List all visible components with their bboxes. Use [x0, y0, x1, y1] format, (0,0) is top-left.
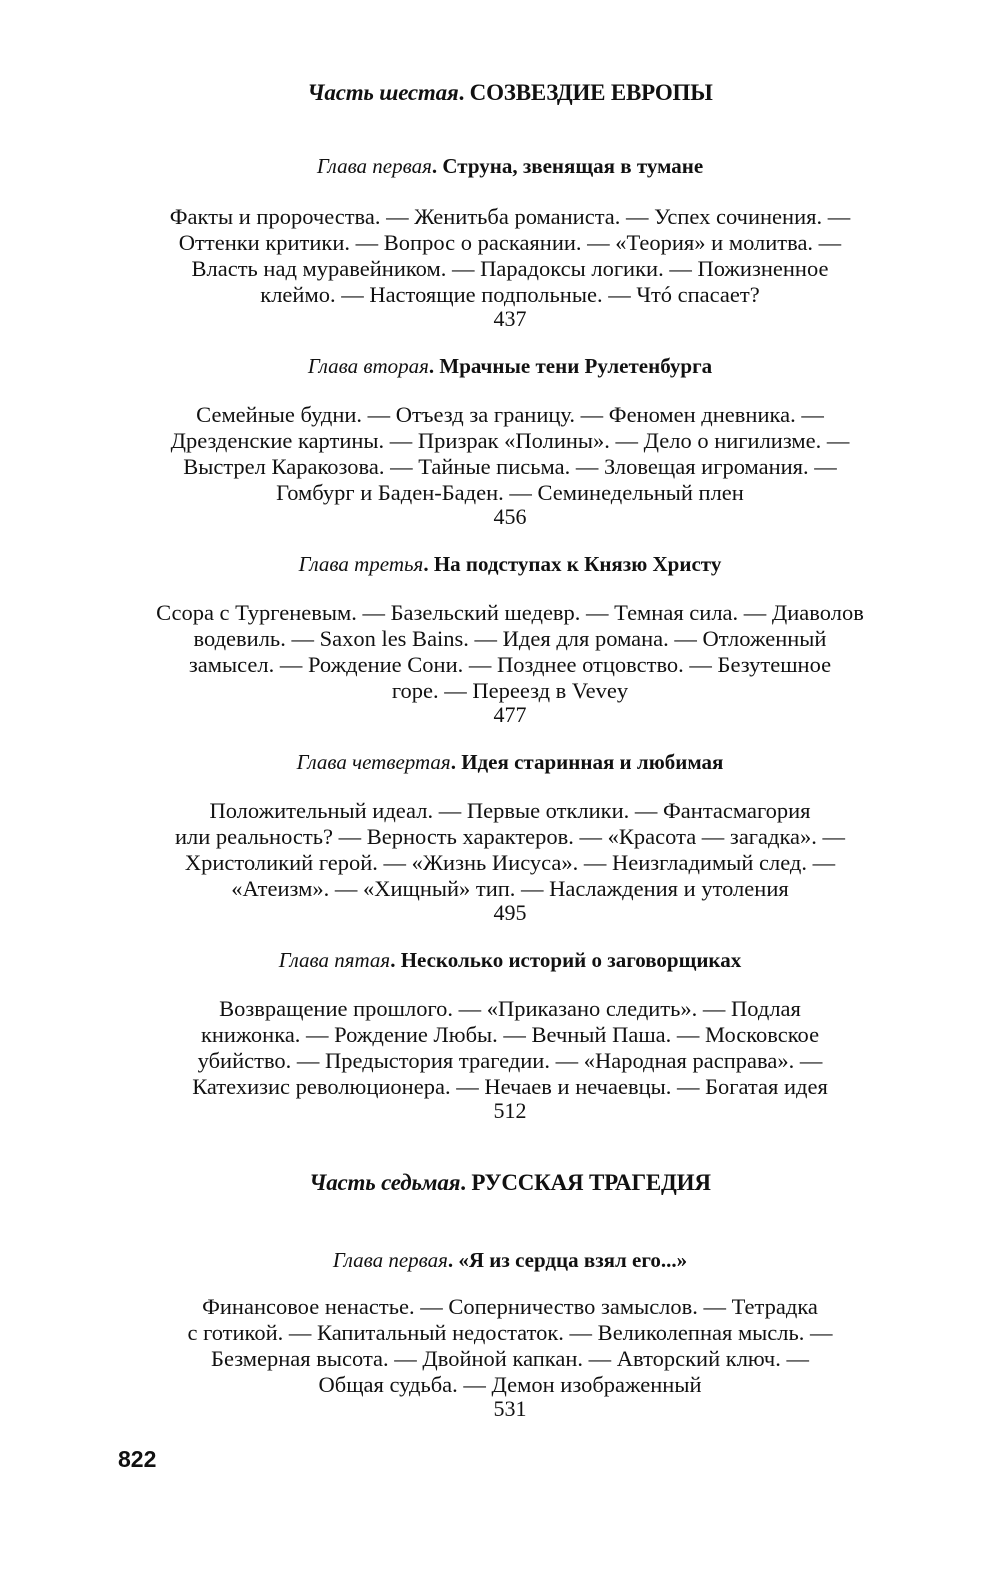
summary-line: Ссора с Тургеневым. — Базельский шедевр. — Темная сила. — Диаволов	[156, 600, 864, 625]
chapter-title-lead: Глава вторая	[307, 354, 429, 378]
chapter-page-number: 456	[493, 504, 527, 529]
chapter-title-lead: Глава пятая	[278, 948, 391, 972]
chapter-title	[100, 354, 920, 379]
chapter-summary	[110, 798, 910, 902]
part-title-lead: Часть седьмая	[309, 1170, 461, 1195]
part-title	[100, 80, 920, 106]
part-title-text: . РУССКАЯ ТРАГЕДИЯ	[460, 1170, 711, 1195]
chapter-summary	[110, 996, 910, 1100]
summary-line: «Атеизм». — «Хищный» тип. — Наслаждения и утоления	[231, 876, 789, 901]
chapter-title-text: . Мрачные тени Рулетенбурга	[428, 354, 713, 378]
chapter-page-number: 531	[493, 1396, 527, 1421]
summary-line: Положительный идеал. — Первые отклики. — Фантасмагория	[209, 798, 811, 823]
chapter-page-number: 512	[493, 1098, 527, 1123]
chapter-title-lead: Глава первая	[316, 154, 432, 178]
summary-line: Оттенки критики. — Вопрос о раскаянии. — «Теория» и молитва. —	[178, 230, 842, 255]
chapter-page-number: 495	[493, 900, 527, 925]
part-title-text: . СОЗВЕЗДИЕ ЕВРОПЫ	[458, 80, 713, 105]
summary-line: Христоликий герой. — «Жизнь Иисуса». — Неизгладимый след. —	[184, 850, 836, 875]
chapter-page-number: 437	[493, 306, 527, 331]
summary-line: Возвращение прошлого. — «Приказано следить». — Подлая	[219, 996, 801, 1021]
chapter-title-lead: Глава третья	[298, 552, 424, 576]
part-title-lead: Часть шестая	[307, 80, 459, 105]
chapter-title	[100, 552, 920, 577]
chapter-summary	[110, 600, 910, 704]
summary-line: Семейные будни. — Отъезд за границу. — Феномен дневника. —	[196, 402, 824, 427]
summary-line: горе. — Переезд в Vevey	[391, 678, 629, 703]
page-folio-number: 822	[118, 1446, 157, 1472]
chapter-title-text: . «Я из сердца взял его...»	[447, 1248, 688, 1272]
chapter-summary	[110, 204, 910, 308]
chapter-summary	[110, 402, 910, 506]
summary-line: Катехизис революционера. — Нечаев и нечаевцы. — Богатая идея	[192, 1074, 828, 1099]
chapter-title-text: . Струна, звенящая в тумане	[431, 154, 704, 178]
summary-line: с готикой. — Капитальный недостаток. — Великолепная мысль. —	[187, 1320, 833, 1345]
summary-line: водевиль. — Saxon les Bains. — Идея для романа. — Отложенный	[193, 626, 827, 651]
chapter-title	[100, 750, 920, 775]
summary-line: или реальность? — Верность характеров. — «Красота — загадка». —	[174, 824, 846, 849]
chapter-summary	[110, 1294, 910, 1398]
summary-line: Гомбург и Баден-Баден. — Семинедельный плен	[276, 480, 744, 505]
summary-line: убийство. — Предыстория трагедии. — «Народная расправа». —	[197, 1048, 823, 1073]
summary-line: клеймо. — Настоящие подпольные. — Чтó спасает?	[260, 282, 760, 307]
chapter-page-number: 477	[493, 702, 527, 727]
summary-line: Дрезденские картины. — Призрак «Полины». — Дело о нигилизме. —	[170, 428, 850, 453]
chapter-title-text: . Несколько историй о заговорщиках	[390, 948, 742, 972]
part-title	[100, 1170, 920, 1196]
chapter-title-lead: Глава четвертая	[296, 750, 451, 774]
chapter-title	[100, 154, 920, 179]
summary-line: книжонка. — Рождение Любы. — Вечный Паша. — Московское	[200, 1022, 820, 1047]
chapter-title	[100, 948, 920, 973]
summary-line: Финансовое ненастье. — Соперничество замыслов. — Тетрадка	[202, 1294, 818, 1319]
chapter-title	[100, 1248, 920, 1273]
summary-line: Безмерная высота. — Двойной капкан. — Авторский ключ. —	[211, 1346, 809, 1371]
chapter-title-text: . На подступах к Князю Христу	[423, 552, 722, 576]
summary-line: Выстрел Каракозова. — Тайные письма. — Зловещая игромания. —	[183, 454, 837, 479]
chapter-title-lead: Глава первая	[332, 1248, 448, 1272]
summary-line: Общая судьба. — Демон изображенный	[318, 1372, 702, 1397]
chapter-title-text: . Идея старинная и любимая	[450, 750, 724, 774]
summary-line: замысел. — Рождение Сони. — Позднее отцовство. — Безутешное	[188, 652, 832, 677]
summary-line: Власть над муравейником. — Парадоксы логики. — Пожизненное	[191, 256, 829, 281]
summary-line: Факты и пророчества. — Женитьба романиста. — Успех сочинения. —	[169, 204, 851, 229]
